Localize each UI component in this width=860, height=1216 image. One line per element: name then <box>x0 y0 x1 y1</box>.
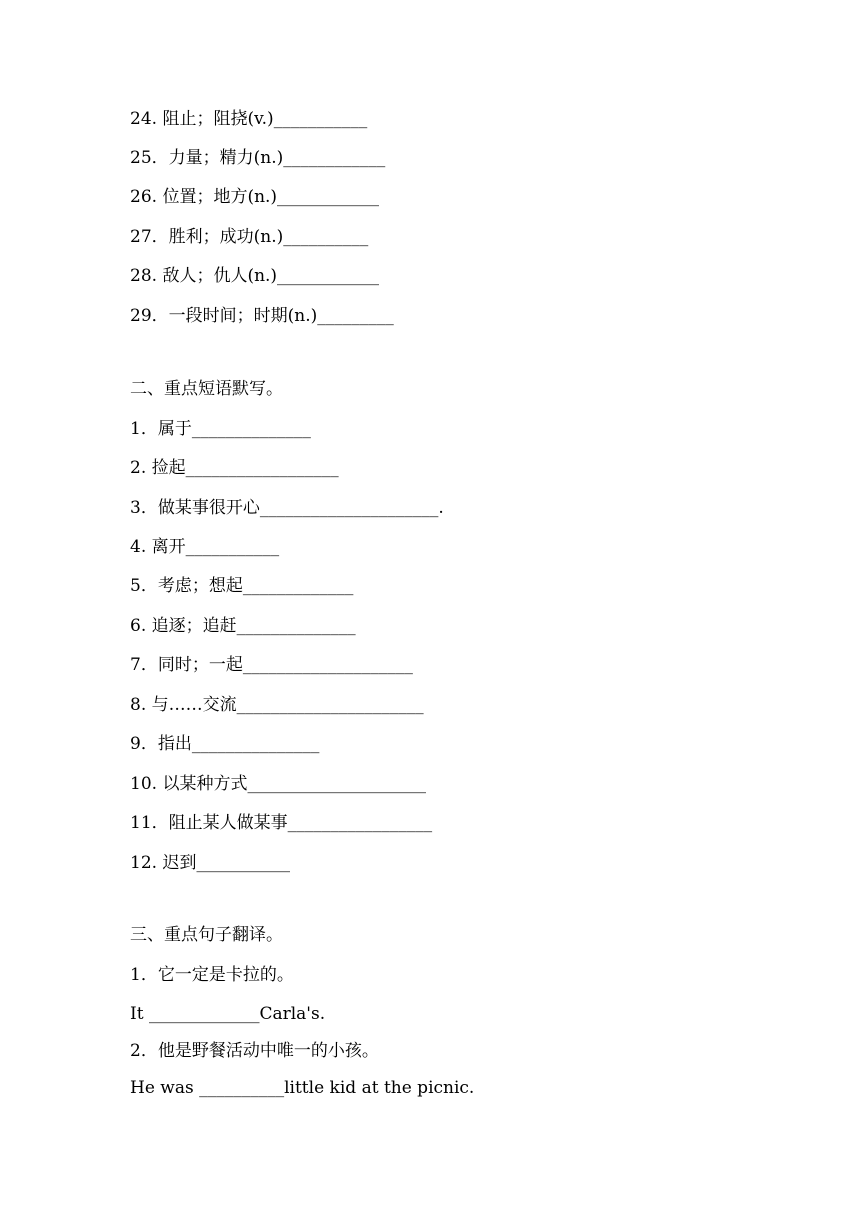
sentence-blank: It _____________Carla's. <box>130 1004 326 1024</box>
sentence-blank: He was __________little kid at the picnic. <box>130 1078 475 1098</box>
phrase-item: 1．属于______________ <box>130 419 311 439</box>
phrase-item: 8. 与……交流______________________ <box>130 695 424 715</box>
phrase-item: 6. 追逐；追赶______________ <box>130 616 356 636</box>
phrase-item: 2. 捡起__________________ <box>130 458 339 478</box>
section-heading-sentences: 三、重点句子翻译。 <box>130 925 283 945</box>
section-heading-phrases: 二、重点短语默写。 <box>130 379 283 399</box>
phrase-item: 3．做某事很开心_____________________. <box>130 498 444 518</box>
sentence-prompt: 2．他是野餐活动中唯一的小孩。 <box>130 1041 379 1061</box>
phrase-item: 7．同时；一起____________________ <box>130 655 413 675</box>
sentence-prompt: 1．它一定是卡拉的。 <box>130 965 294 985</box>
phrase-item: 4. 离开___________ <box>130 537 280 557</box>
phrase-item: 9．指出_______________ <box>130 734 320 754</box>
phrase-item: 11．阻止某人做某事_________________ <box>130 813 433 833</box>
vocab-item: 25．力量；精力(n.)____________ <box>130 148 386 168</box>
vocab-item: 29．一段时间；时期(n.)_________ <box>130 306 394 326</box>
vocab-item: 26. 位置；地方(n.)____________ <box>130 187 380 207</box>
phrase-item: 10. 以某种方式_____________________ <box>130 774 426 794</box>
phrase-item: 5．考虑；想起_____________ <box>130 576 354 596</box>
vocab-item: 28. 敌人；仇人(n.)____________ <box>130 266 380 286</box>
vocab-item: 27．胜利；成功(n.)__________ <box>130 227 369 247</box>
phrase-item: 12. 迟到___________ <box>130 853 290 873</box>
vocab-item: 24. 阻止；阻挠(v.)___________ <box>130 109 368 129</box>
